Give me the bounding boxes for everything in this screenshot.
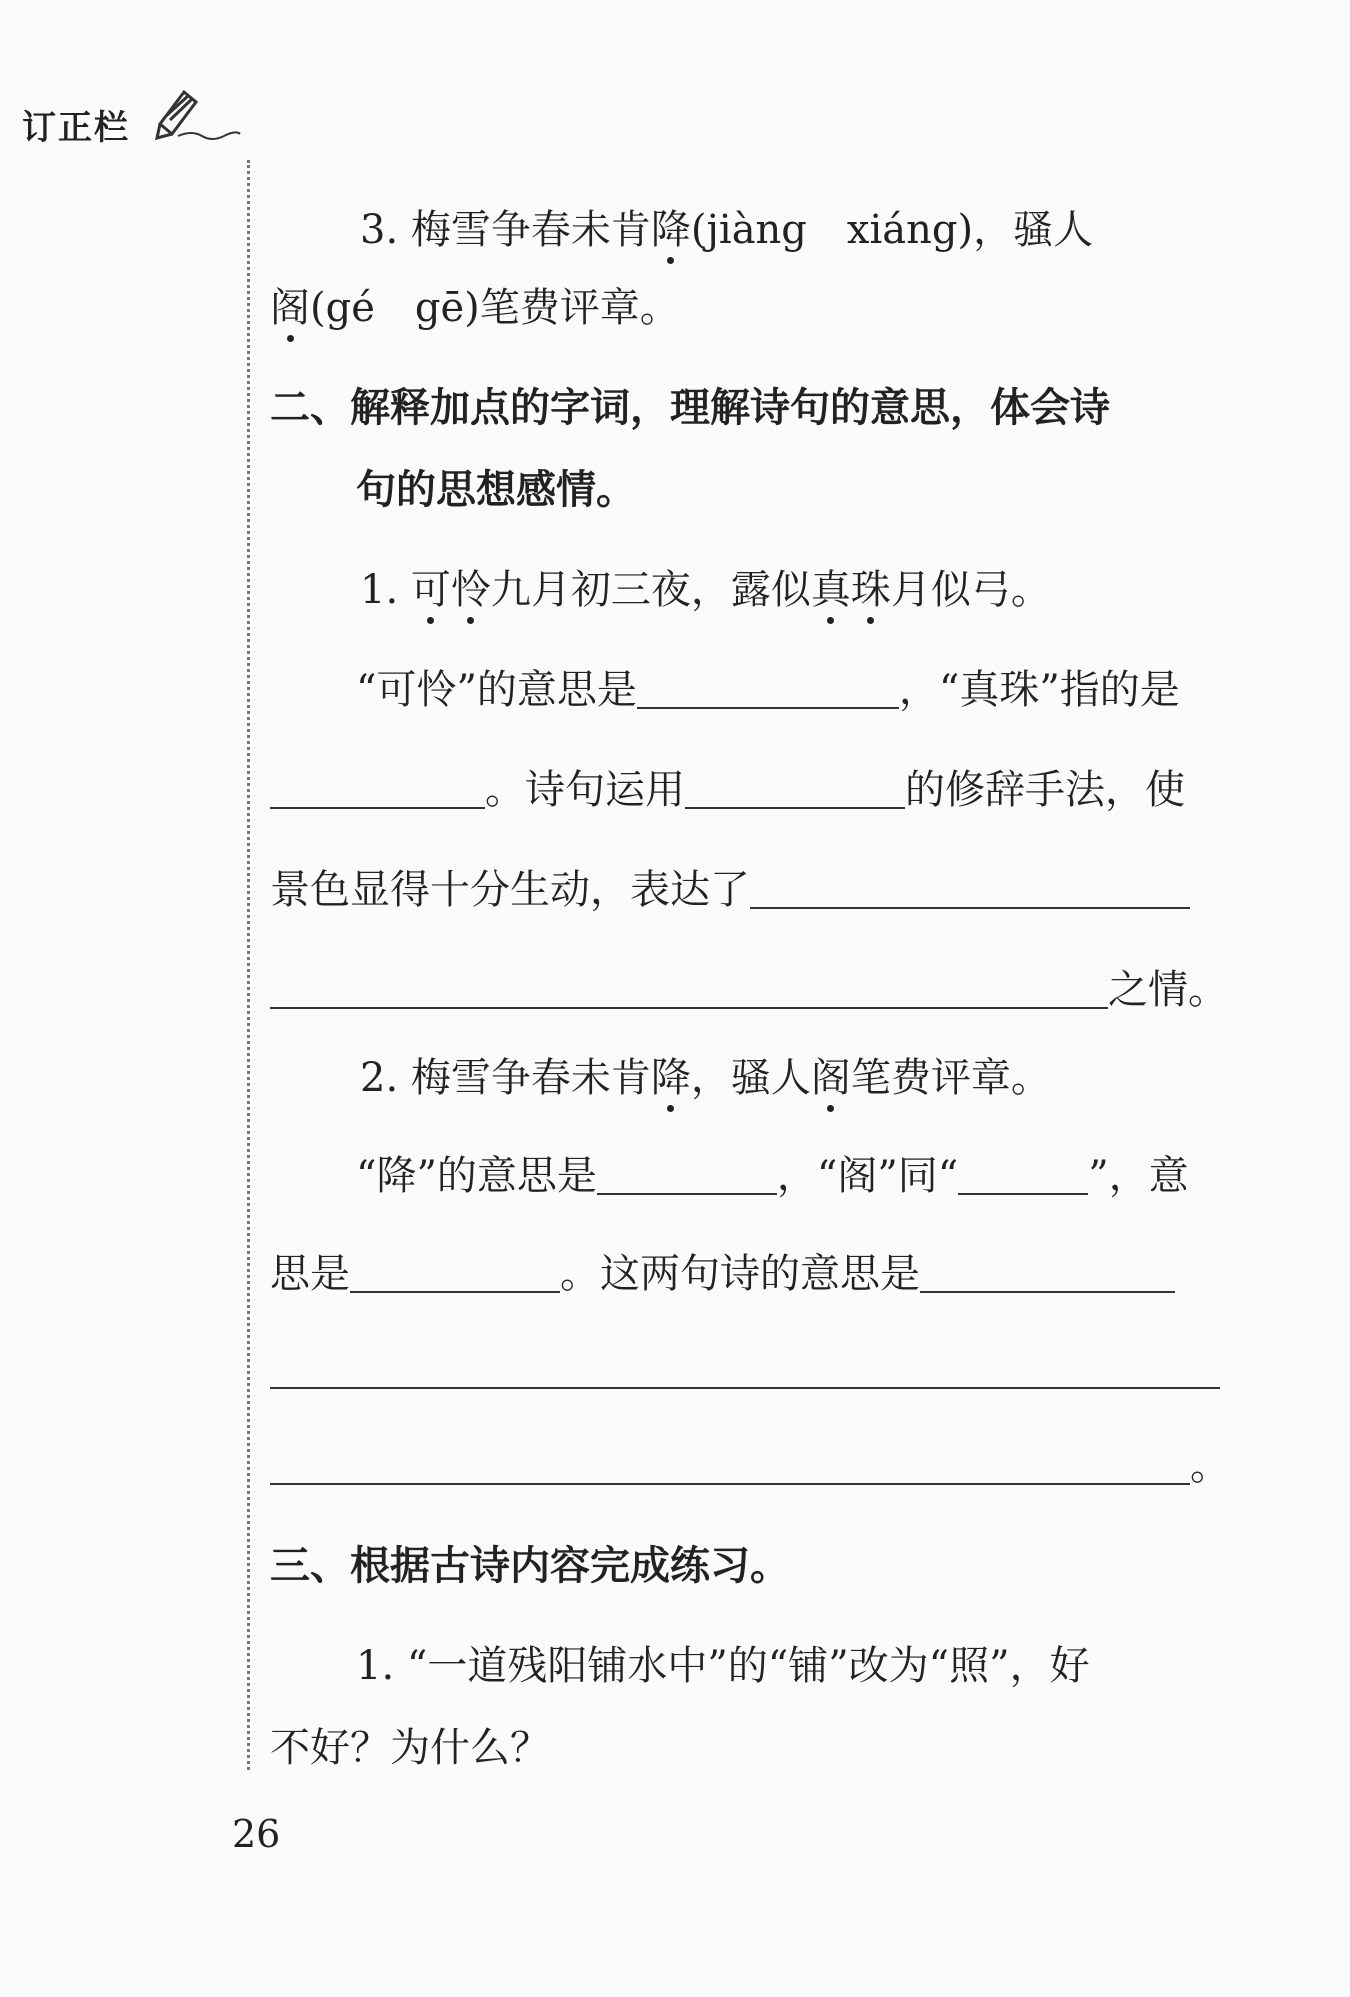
s2-q2-poem-line xyxy=(360,1055,1051,1101)
s3-q1-line1: 1. “一道残阳铺水中”的“铺”改为“照”，好 xyxy=(356,1643,1090,1689)
s2-q1-rhetoric-prompt: 。诗句运用 xyxy=(485,767,685,813)
s2-q1-mid: 九月初三夜，露似 xyxy=(490,567,811,613)
margin-label: 订正栏 xyxy=(22,108,130,148)
section2-title-line1: 二、解释加点的字词，理解诗句的意思，体会诗 xyxy=(270,385,1110,431)
s2-q2-text-a: 梅雪争春未肯 xyxy=(410,1055,651,1101)
s2-q2-line1-tail: ”，意 xyxy=(1088,1153,1189,1199)
dotted-char-ge: 阁 xyxy=(270,285,310,331)
s2-q1-line4 xyxy=(270,967,1228,1013)
s2-q1-number: 1. xyxy=(360,567,399,613)
s2-q1-line2-tail: 的修辞手法，使 xyxy=(905,767,1185,813)
s2-q2-text-b: ，骚人 xyxy=(690,1055,811,1101)
s2-q2-text-c: 笔费评章。 xyxy=(850,1055,1051,1101)
dotted-char-zhu: 珠 xyxy=(850,567,891,613)
answer-blank-ge-same[interactable] xyxy=(958,1157,1088,1195)
answer-blank-rhetoric[interactable] xyxy=(685,771,905,809)
answer-blank-poem-meaning-2[interactable] xyxy=(270,1351,1220,1389)
s2-q1-expression-prompt: 景色显得十分生动，表达了 xyxy=(270,867,750,913)
dotted-char-zhen: 真 xyxy=(810,567,851,613)
dotted-char-ke: 可 xyxy=(410,567,451,613)
s2-q1-kelian-prompt: “可怜”的意思是 xyxy=(356,667,637,713)
section3-title: 三、根据古诗内容完成练习。 xyxy=(270,1543,790,1589)
s2-q2-poem-meaning-prompt: 。这两句诗的意思是 xyxy=(560,1251,920,1297)
q3-text-b: (jiàng xiáng)，骚人 xyxy=(690,207,1094,253)
s2-q2-line3 xyxy=(270,1350,1220,1390)
answer-blank-zhenzhu[interactable] xyxy=(270,771,485,809)
s2-q2-ge-prompt: ，“阁”同“ xyxy=(776,1153,959,1199)
pencil-icon xyxy=(152,86,242,146)
s2-q2-line4 xyxy=(270,1443,1230,1489)
dotted-char-jiang: 降 xyxy=(650,207,691,253)
s2-q1-line3 xyxy=(270,867,1190,913)
s2-q1-poem-line xyxy=(360,567,1051,613)
s2-q2-line2 xyxy=(270,1251,1175,1297)
q3-number: 3. xyxy=(360,207,399,253)
s2-q1-zhenzhu-prompt: ，“真珠”指的是 xyxy=(898,667,1180,713)
dotted-char-lian: 怜 xyxy=(450,567,491,613)
q3-text-c: (gé gē)笔费评章。 xyxy=(310,285,680,331)
dotted-char-ge-2: 阁 xyxy=(810,1055,851,1101)
s2-q2-line1 xyxy=(356,1153,1189,1199)
q3-line1 xyxy=(360,207,1094,253)
answer-blank-jiang[interactable] xyxy=(597,1157,777,1195)
answer-blank-feeling-1[interactable] xyxy=(750,871,1190,909)
s2-q1-tail: 月似弓。 xyxy=(890,567,1051,613)
section2-title-line2: 句的思想感情。 xyxy=(356,467,636,513)
q3-text-a: 梅雪争春未肯 xyxy=(410,207,651,253)
answer-blank-kelian[interactable] xyxy=(637,671,899,709)
page-number: 26 xyxy=(232,1812,281,1856)
dotted-char-jiang-2: 降 xyxy=(650,1055,691,1101)
s2-q1-line2 xyxy=(270,767,1185,813)
answer-blank-ge-meaning[interactable] xyxy=(350,1255,560,1293)
s2-q2-jiang-prompt: “降”的意思是 xyxy=(356,1153,597,1199)
margin-divider xyxy=(247,160,250,1770)
answer-blank-poem-meaning-1[interactable] xyxy=(920,1255,1175,1293)
q3-line2 xyxy=(270,285,680,331)
s2-q2-line4-end: 。 xyxy=(1190,1443,1230,1489)
s2-q2-meaning-prompt: 思是 xyxy=(270,1251,350,1297)
answer-blank-feeling-2[interactable] xyxy=(270,971,1108,1009)
s2-q1-line1 xyxy=(356,667,1180,713)
s2-q2-number: 2. xyxy=(360,1055,399,1101)
s2-q1-line4-end: 之情。 xyxy=(1108,967,1228,1013)
answer-blank-poem-meaning-3[interactable] xyxy=(270,1447,1190,1485)
s3-q1-line2: 不好？为什么？ xyxy=(270,1725,550,1771)
